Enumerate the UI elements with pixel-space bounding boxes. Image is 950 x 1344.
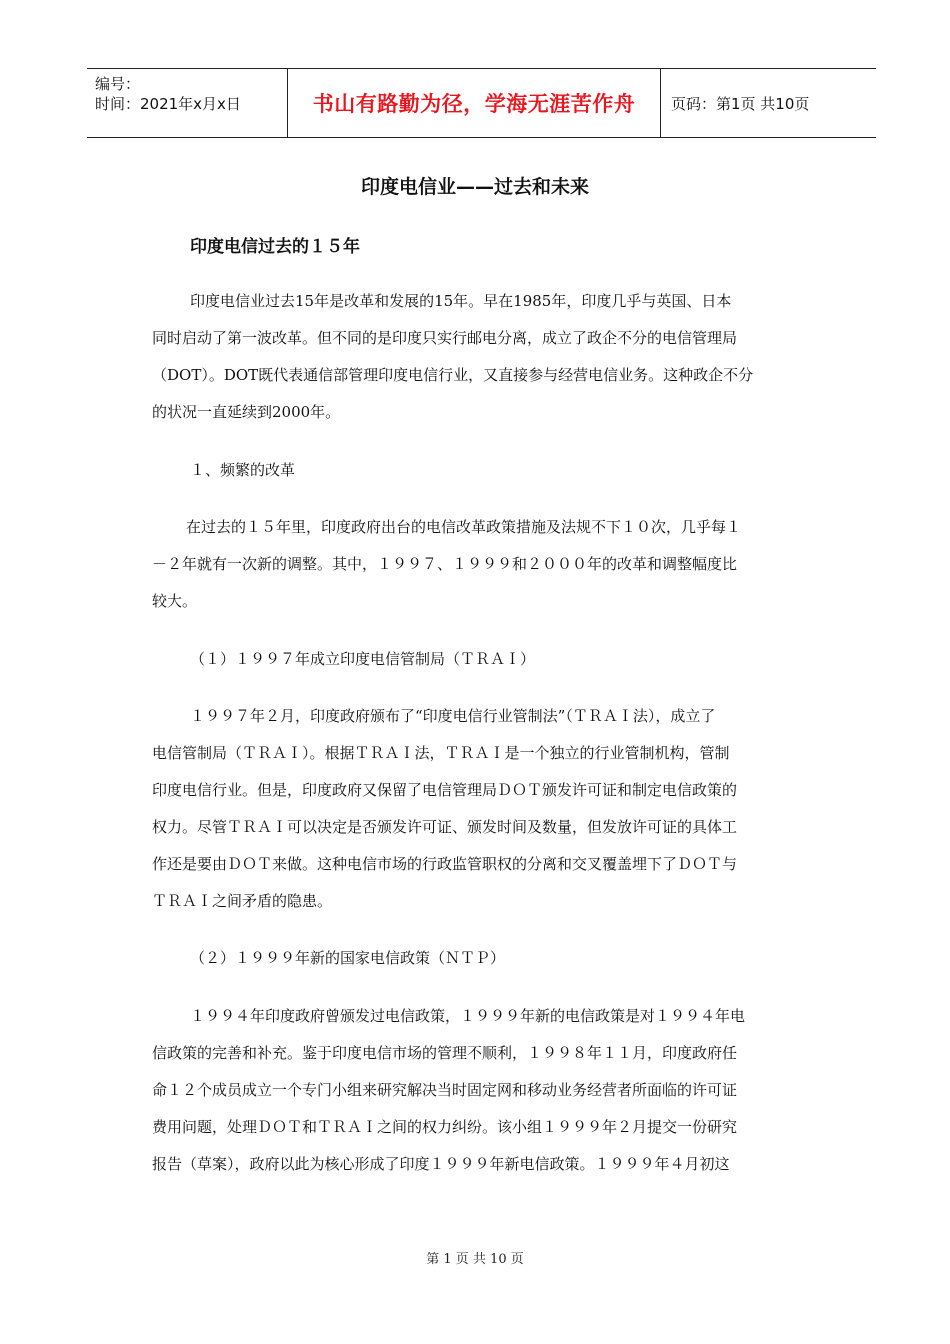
body-line: 电信管制局（ＴＲＡＩ）。根据ＴＲＡＩ法，ＴＲＡＩ是一个独立的行业管制机构，管制	[152, 744, 730, 762]
subsection-heading: １、频繁的改革	[190, 461, 296, 479]
body-line: ＴＲＡＩ之间矛盾的隐患。	[152, 892, 333, 910]
section-heading: 印度电信过去的１５年	[190, 237, 360, 257]
body-line: 报告（草案），政府以此为核心形成了印度１９９９年新电信政策。１９９９年４月初这	[152, 1155, 730, 1173]
body-line: 命１２个成员成立一个专门小组来研究解决当时固定网和移动业务经营者所面临的许可证	[152, 1081, 738, 1099]
header-motto: 书山有路勤为径，学海无涯苦作舟	[312, 92, 636, 116]
document-title: 印度电信业——过去和未来	[360, 176, 589, 198]
body-line: 同时启动了第一波改革。但不同的是印度只实行邮电分离，成立了政企不分的电信管理局	[152, 329, 738, 347]
header-motto-cell	[288, 69, 661, 137]
header-id-label: 编号：	[95, 75, 141, 93]
body-line: （DOT）。DOT既代表通信部管理印度电信行业，又直接参与经营电信业务。这种政企不分	[152, 366, 754, 384]
body-line: 的状况一直延续到2000年。	[152, 403, 341, 421]
body-line: １９９７年２月，印度政府颁布了“印度电信行业管制法”（ＴＲＡＩ法），成立了	[190, 707, 716, 725]
body-line: 权力。尽管ＴＲＡＩ可以决定是否颁发许可证、颁发时间及数量，但发放许可证的具体工	[152, 818, 738, 836]
subsection-heading: （２）１９９９年新的国家电信政策（ＮＴＰ）	[190, 949, 506, 967]
body-line: １９９４年印度政府曾颁发过电信政策，１９９９年新的电信政策是对１９９４年电	[190, 1007, 746, 1025]
body-line: 较大。	[152, 592, 198, 610]
body-line: 印度电信业过去15年是改革和发展的15年。早在1985年，印度几乎与英国、日本	[190, 292, 732, 310]
page-footer: 第 1 页 共 10 页	[426, 1252, 524, 1267]
body-line: 印度电信行业。但是，印度政府又保留了电信管理局ＤＯＴ颁发许可证和制定电信政策的	[152, 781, 738, 799]
body-line: 在过去的１５年里，印度政府出台的电信改革政策措施及法规不下１０次，几乎每１	[186, 518, 742, 536]
document-header	[87, 68, 876, 138]
subsection-heading: （１）１９９７年成立印度电信管制局（ＴＲＡＩ）	[190, 650, 536, 668]
header-time-label: 时间：2021年x月x日	[95, 95, 241, 113]
header-page-cell	[661, 69, 876, 137]
body-line: 信政策的完善和补充。鉴于印度电信市场的管理不顺利，１９９８年１１月，印度政府任	[152, 1044, 738, 1062]
body-line: 费用问题，处理ＤＯＴ和ＴＲＡＩ之间的权力纠纷。该小组１９９９年２月提交一份研究	[152, 1118, 738, 1136]
body-line: 作还是要由ＤＯＴ来做。这种电信市场的行政监管职权的分离和交叉覆盖埋下了ＤＯＴ与	[152, 855, 738, 873]
header-meta-cell	[87, 69, 288, 137]
header-page-info: 页码：第1页 共10页	[671, 94, 810, 113]
body-line: －２年就有一次新的调整。其中，１９９７、１９９９和２０００年的改革和调整幅度比	[152, 555, 738, 573]
